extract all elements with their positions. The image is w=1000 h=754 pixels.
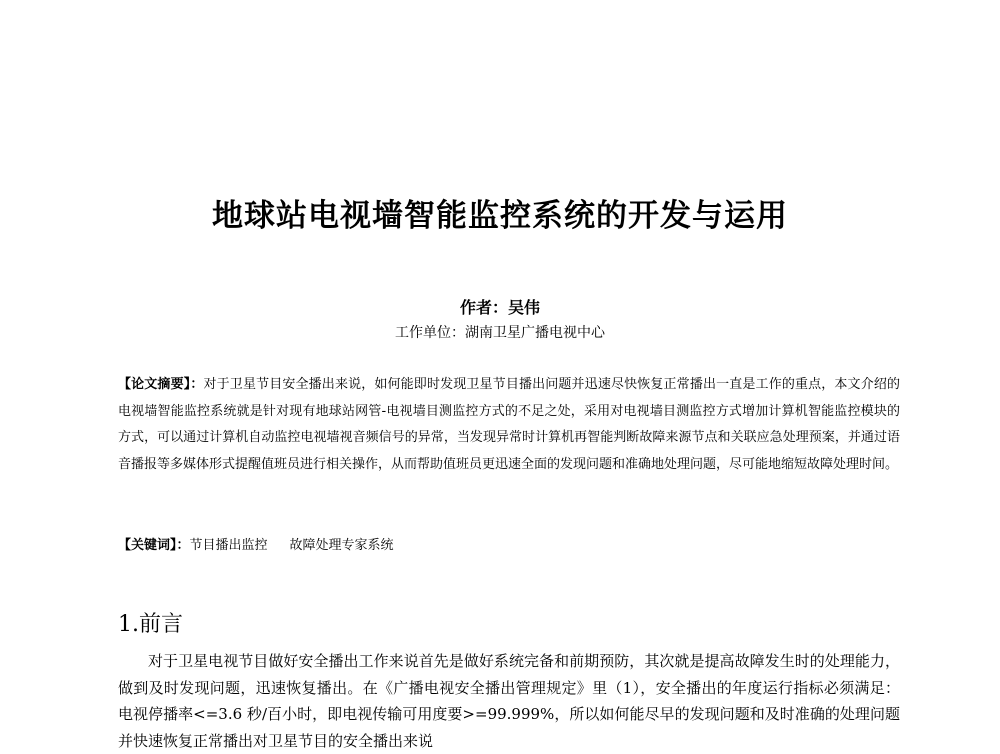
abstract [118,372,900,478]
author-name: 吴伟 [508,298,541,317]
keywords-label: 【关键词】： [118,538,190,553]
affiliation-label: 工作单位： [395,325,465,341]
affiliation-line [0,322,1000,342]
section-heading-introduction: 1.前言 [118,612,183,637]
abstract-label: 【论文摘要】： [118,377,204,392]
author-line [0,295,1000,318]
keywords [118,533,900,559]
author-label: 作者： [459,298,508,317]
keyword-item: 故障处理专家系统 [289,538,394,553]
keyword-item: 节目播出监控 [189,538,268,553]
affiliation-name: 湖南卫星广播电视中心 [465,325,605,341]
paper-title: 地球站电视墙智能监控系统的开发与运用 [212,198,788,234]
body-paragraph: 对于卫星电视节目做好安全播出工作来说首先是做好系统完备和前期预防，其次就是提高故障发生时的处理能力，做到及时发现问题，迅速恢复播出。在《广播电视安全播出管理规定》里（1），安全播出的年度运行指标必须满足：电视停播率<=3.6 秒/百小时，即电视传输可用度要>=99.999%，所以如何能尽早的发现问题和及时准确的处理问题并快速恢复正常播出对卫星节目的安全播出来说 [118,652,900,750]
abstract-text: 对于卫星节目安全播出来说，如何能即时发现卫星节目播出问题并迅速尽快恢复正常播出一直是工作的重点，本文介绍的电视墙智能监控系统就是针对现有地球站网管-电视墙目测监控方式的不足之处，采用对电视墙目测监控方式增加计算机智能监控模块的方式，可以通过计算机自动监控电视墙视音频信号的异常，当发现异常时计算机再智能判断故障来源节点和关联应急处理预案，并通过语音播报等多媒体形式提醒值班员进行相关操作，从而帮助值班员更迅速全面的发现问题和准确地处理问题，尽可能地缩短故障处理时间。 [118,377,900,472]
